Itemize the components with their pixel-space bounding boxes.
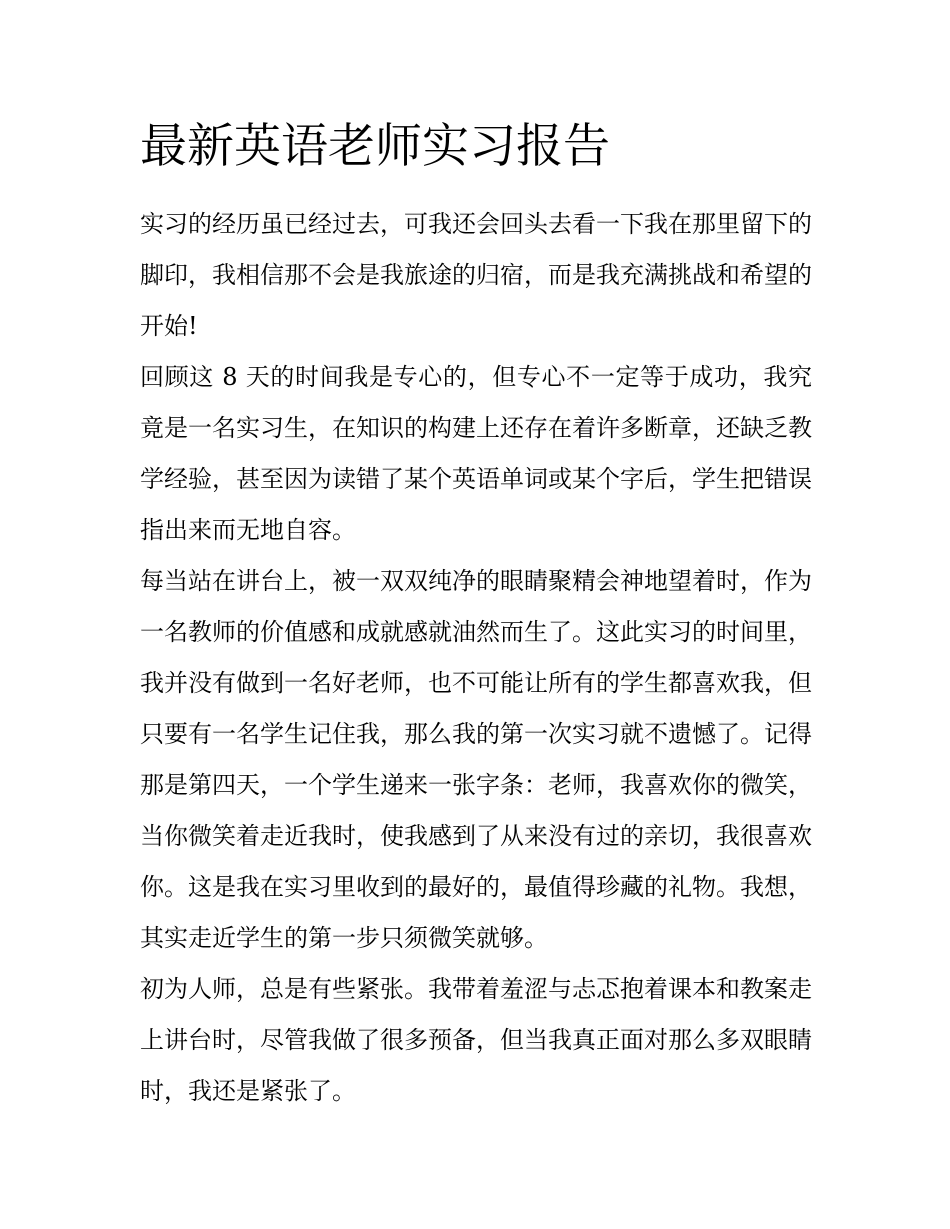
paragraph: 实习的经历虽已经过去，可我还会回头去看一下我在那里留下的脚印，我相信那不会是我旅途的归宿，而是我充满挑战和希望的开始! [140,210,812,340]
document-body [140,199,812,1117]
paragraph: 每当站在讲台上，被一双双纯净的眼睛聚精会神地望着时，作为一名教师的价值感和成就感就油然而生了。这此实习的时间里，我并没有做到一名好老师，也不可能让所有的学生都喜欢我，但只要有一名学生记住我，那么我的第一次实习就不遗憾了。记得那是第四天，一个学生递来一张字条：老师，我喜欢你的微笑，当你微笑着走近我时，使我感到了从来没有过的亲切，我很喜欢你。这是我在实习里收到的最好的，最值得珍藏的礼物。我想，其实走近学生的第一步只须微笑就够。 [140,567,812,952]
paragraph: 回顾这 8 天的时间我是专心的，但专心不一定等于成功，我究竟是一名实习生，在知识的构建上还存在着许多断章，还缺乏教学经验，甚至因为读错了某个英语单词或某个字后，学生把错误指出来而无地自容。 [140,363,812,544]
paragraph: 初为人师，总是有些紧张。我带着羞涩与忐忑抱着课本和教案走上讲台时，尽管我做了很多预备，但当我真正面对那么多双眼睛时，我还是紧张了。 [140,975,812,1105]
document-title: 最新英语老师实习报告 [140,119,610,174]
